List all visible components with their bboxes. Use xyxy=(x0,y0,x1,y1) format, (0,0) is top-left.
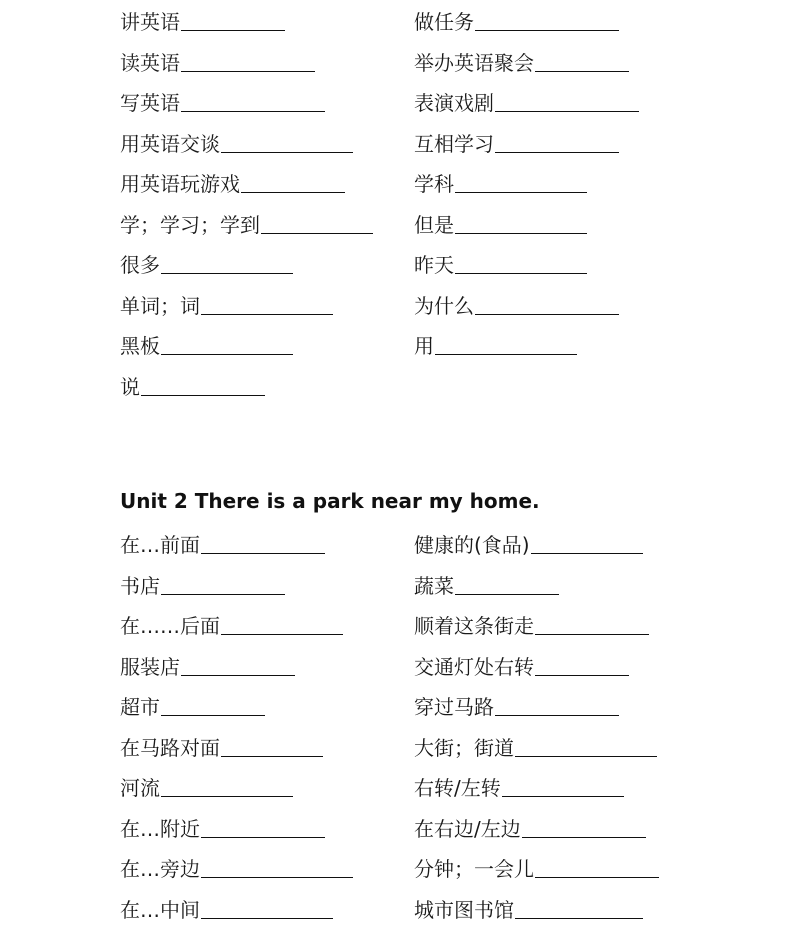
vocab-label: 顺着这条街走 xyxy=(414,614,534,640)
answer-blank[interactable] xyxy=(475,29,619,31)
answer-blank[interactable] xyxy=(522,836,646,838)
vocab-item xyxy=(120,83,325,117)
vocab-label: 穿过马路 xyxy=(414,695,494,721)
vocab-item xyxy=(414,606,649,640)
vocab-item xyxy=(120,606,343,640)
answer-blank[interactable] xyxy=(161,272,293,274)
answer-blank[interactable] xyxy=(495,714,619,716)
answer-blank[interactable] xyxy=(181,29,285,31)
answer-blank[interactable] xyxy=(161,714,265,716)
vocab-label: 大街；街道 xyxy=(414,736,514,762)
vocab-item xyxy=(414,849,659,883)
vocab-label: 在…中间 xyxy=(120,898,200,924)
vocab-item xyxy=(414,286,619,320)
vocab-item xyxy=(120,205,373,239)
vocab-item xyxy=(120,525,325,559)
vocab-row xyxy=(0,566,800,607)
answer-blank[interactable] xyxy=(531,552,643,554)
vocab-item xyxy=(120,367,265,401)
answer-blank[interactable] xyxy=(201,313,333,315)
vocab-label: 互相学习 xyxy=(414,132,494,158)
vocab-item xyxy=(120,687,265,721)
answer-blank[interactable] xyxy=(435,353,577,355)
answer-blank[interactable] xyxy=(141,394,265,396)
vocab-item xyxy=(120,2,285,36)
vocab-row xyxy=(0,606,800,647)
vocab-label: 表演戏剧 xyxy=(414,91,494,117)
vocab-row xyxy=(0,245,800,286)
vocab-label: 为什么 xyxy=(414,294,474,320)
vocab-item xyxy=(120,43,315,77)
vocab-label: 举办英语聚会 xyxy=(414,51,534,77)
vocab-item xyxy=(414,566,559,600)
answer-blank[interactable] xyxy=(502,795,624,797)
answer-blank[interactable] xyxy=(455,593,559,595)
answer-blank[interactable] xyxy=(495,110,639,112)
vocab-label: 说 xyxy=(120,375,140,401)
vocab-item xyxy=(414,245,587,279)
vocab-label: 黑板 xyxy=(120,334,160,360)
vocab-item xyxy=(414,2,619,36)
vocab-item xyxy=(120,566,285,600)
vocab-label: 但是 xyxy=(414,213,454,239)
vocab-row xyxy=(0,728,800,769)
vocab-row xyxy=(0,367,800,408)
vocab-item xyxy=(120,890,333,924)
vocab-label: 在右边/左边 xyxy=(414,817,521,843)
answer-blank[interactable] xyxy=(161,593,285,595)
vocab-row xyxy=(0,768,800,809)
answer-blank[interactable] xyxy=(201,876,353,878)
vocab-row xyxy=(0,83,800,124)
answer-blank[interactable] xyxy=(535,70,629,72)
vocab-label: 做任务 xyxy=(414,10,474,36)
vocab-row xyxy=(0,286,800,327)
vocab-row xyxy=(0,124,800,165)
answer-blank[interactable] xyxy=(181,70,315,72)
vocab-item xyxy=(414,164,587,198)
vocab-label: 蔬菜 xyxy=(414,574,454,600)
vocab-label: 学科 xyxy=(414,172,454,198)
answer-blank[interactable] xyxy=(455,191,587,193)
answer-blank[interactable] xyxy=(535,674,629,676)
vocab-item xyxy=(414,809,646,843)
vocab-item xyxy=(120,164,345,198)
vocab-label: 健康的(食品) xyxy=(414,533,530,559)
vocab-label: 超市 xyxy=(120,695,160,721)
vocab-item xyxy=(120,849,353,883)
vocab-item xyxy=(120,286,333,320)
vocab-item xyxy=(414,525,643,559)
vocab-item xyxy=(414,728,657,762)
vocab-row xyxy=(0,2,800,43)
answer-blank[interactable] xyxy=(495,151,619,153)
vocab-row xyxy=(0,849,800,890)
unit2-title: Unit 2 There is a park near my home. xyxy=(120,484,540,518)
answer-blank[interactable] xyxy=(181,674,295,676)
vocab-row xyxy=(0,809,800,850)
vocab-item xyxy=(414,687,619,721)
vocab-label: 交通灯处右转 xyxy=(414,655,534,681)
vocab-row xyxy=(0,687,800,728)
vocab-label: 书店 xyxy=(120,574,160,600)
vocab-item xyxy=(414,124,619,158)
vocab-item xyxy=(414,205,587,239)
vocab-label: 服装店 xyxy=(120,655,180,681)
answer-blank[interactable] xyxy=(201,836,325,838)
answer-blank[interactable] xyxy=(181,110,325,112)
vocab-row xyxy=(0,326,800,367)
vocab-item xyxy=(120,245,293,279)
vocab-label: 讲英语 xyxy=(120,10,180,36)
vocab-label: 用 xyxy=(414,334,434,360)
unit1-vocabulary-list xyxy=(0,2,800,407)
vocab-row xyxy=(0,43,800,84)
vocab-row xyxy=(0,890,800,930)
vocab-label: 在马路对面 xyxy=(120,736,220,762)
vocab-label: 右转/左转 xyxy=(414,776,501,802)
answer-blank[interactable] xyxy=(221,633,343,635)
vocab-label: 用英语交谈 xyxy=(120,132,220,158)
answer-blank[interactable] xyxy=(241,191,345,193)
vocab-label: 很多 xyxy=(120,253,160,279)
vocab-label: 分钟；一会儿 xyxy=(414,857,534,883)
vocab-row xyxy=(0,525,800,566)
vocab-item xyxy=(414,326,577,360)
vocab-item xyxy=(120,326,293,360)
answer-blank[interactable] xyxy=(221,755,323,757)
vocab-label: 昨天 xyxy=(414,253,454,279)
vocab-row xyxy=(0,205,800,246)
vocab-label: 用英语玩游戏 xyxy=(120,172,240,198)
vocab-item xyxy=(120,124,353,158)
vocab-label: 学；学习；学到 xyxy=(120,213,260,239)
answer-blank[interactable] xyxy=(535,876,659,878)
vocab-item xyxy=(414,768,624,802)
vocab-item xyxy=(414,647,629,681)
answer-blank[interactable] xyxy=(455,232,587,234)
unit2-vocabulary-list xyxy=(0,525,800,930)
answer-blank[interactable] xyxy=(455,272,587,274)
vocab-label: 在……后面 xyxy=(120,614,220,640)
vocab-label: 城市图书馆 xyxy=(414,898,514,924)
vocab-label: 在…附近 xyxy=(120,817,200,843)
answer-blank[interactable] xyxy=(515,755,657,757)
vocab-label: 写英语 xyxy=(120,91,180,117)
vocab-item xyxy=(120,809,325,843)
answer-blank[interactable] xyxy=(221,151,353,153)
vocab-label: 在…旁边 xyxy=(120,857,200,883)
answer-blank[interactable] xyxy=(201,552,325,554)
vocab-item xyxy=(414,83,639,117)
vocab-item xyxy=(120,647,295,681)
answer-blank[interactable] xyxy=(475,313,619,315)
vocab-item xyxy=(414,890,643,924)
vocab-row xyxy=(0,164,800,205)
vocab-item xyxy=(120,728,323,762)
vocab-item xyxy=(120,768,293,802)
answer-blank[interactable] xyxy=(535,633,649,635)
answer-blank[interactable] xyxy=(161,353,293,355)
vocab-label: 单词；词 xyxy=(120,294,200,320)
vocab-label: 读英语 xyxy=(120,51,180,77)
vocab-item xyxy=(414,43,629,77)
vocab-label: 河流 xyxy=(120,776,160,802)
vocab-row xyxy=(0,647,800,688)
answer-blank[interactable] xyxy=(261,232,373,234)
answer-blank[interactable] xyxy=(161,795,293,797)
vocab-label: 在…前面 xyxy=(120,533,200,559)
